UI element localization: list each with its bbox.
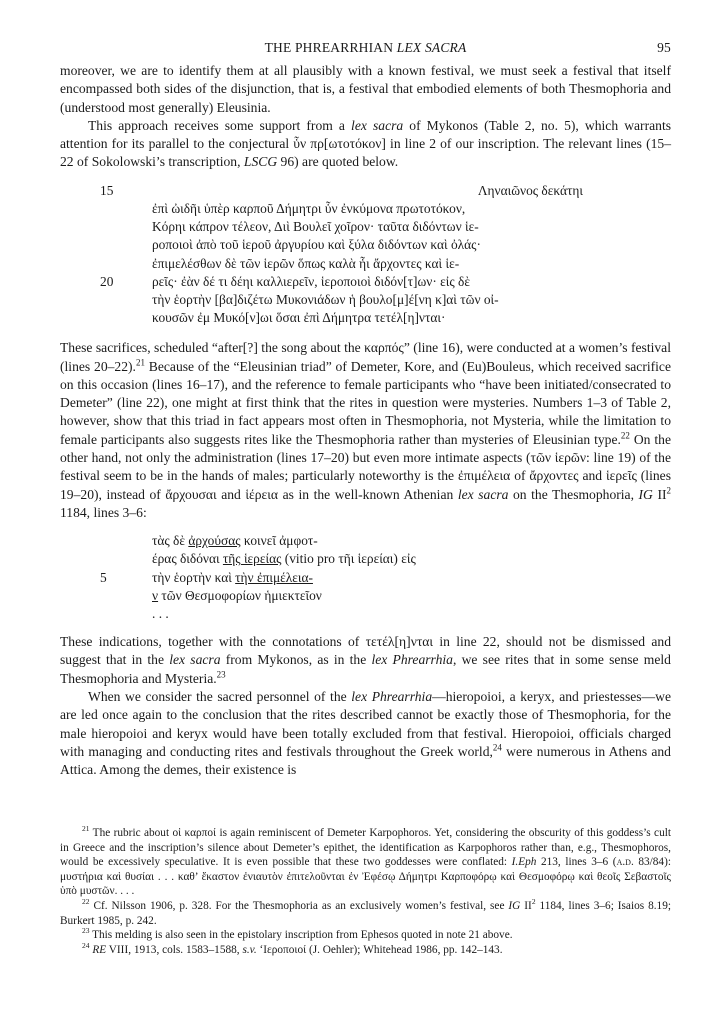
inscription-line-18: ροποιοὶ ἀπὸ τοῦ ἱεροῦ ἀργυρίου καὶ ξύλα διδόντων καὶ ὀλάς· <box>152 237 481 253</box>
footnote-23: $^{23}$ This melding is also seen in the epistolary inscription from Ephesos quoted in note 21 above. <box>82 926 513 942</box>
ig-line-3: τὰς δὲ ἀρχούσας κοινεῖ ἀμφοτ- <box>152 533 318 549</box>
paragraph-5: When we consider the sacred personnel of the lex Phrearrhia—hieropoioi, a keryx, and priestesses—we are led once again to the conclusion that the rites described cannot be exactly those of Thesmophoria, for the male hieropoioi and keryx would have been totally excluded from that festival. Hieropoioi, officials charged with managing and conducting rites and festivals throughout the Greek world,$^{24}$ were numerous in Athens and Attica. Among the demes, their existence is <box>60 689 671 778</box>
running-title: THE PHREARRHIAN LEX SACRA <box>264 40 467 55</box>
page-body <box>60 40 671 780</box>
mykonos-inscription <box>60 182 671 328</box>
ig-line-6: ν τῶν Θεσμοφορίων ἡμιεκτεῖον <box>152 587 322 603</box>
footnote-ref-21[interactable]: 21 <box>135 357 145 368</box>
paragraph-1: moreover, we are to identify them at all plausibly with a known festival, we must seek a festival that itself encompassed both sides of the disjunction, that is, a festival that embodied elements of both Thesmophoria and (understood most generally) Eleusinia. <box>60 63 671 115</box>
inscription-line-17: Κόρηι κάπρον τέλεον, Διὶ Βουλεῖ χοῖρον· ταῦτα διδόντων ἱε- <box>152 219 479 235</box>
footnote-21: $^{21}$ The rubric about οἱ καρποί is again reminiscent of Demeter Karpophoros. Yet, considering the obscurity of this goddess’s cult in Greece and the inscription’s silence about Demeter’s epithet, the identification as Karpophoros rather than, e.g., Thesmophoros, would be excessively speculative. It is even possible that these two goddesses were conflated: I.Eph 213, lines 3–6 (a.d. 83/84): μυστήρια καὶ θυσίαι . . . καθ’ ἕκαστον ἐνιαυτὸν ἐπιτελοῦνται ἐν Ἐφέσῳ Δήμητρι Καρποφόρῳ καὶ Θεσμοφόρῳ καὶ θεοῖς Σεβαστοῖς ὑπὸ μυστῶν. . . . <box>60 824 671 898</box>
inscription-line-16: ἐπὶ ὠιδῆι ὑπὲρ καρποῦ Δήμητρι ὗν ἐνκύμονα πρωτοτόκον, <box>152 200 466 216</box>
inscription-line-21: τὴν ἑορτὴν [βα]διζέτω Μυκονιάδων ἡ βουλο[μ]έ[νη κ]αὶ τῶν οἰ- <box>152 291 499 307</box>
thesmophoria-inscription <box>60 532 671 623</box>
inscription-line-15: 15 Ληναιῶνος δεκάτηι <box>100 182 583 198</box>
paragraph-3: These sacrifices, scheduled “after[?] the song about the καρπός” (line 16), were conducted at a women’s festival (lines 20–22).$^{21}$ Because of the “Eleusinian triad” of Demeter, Kore, and (Eu)Bouleus, which received sacrifice on this occasion (lines 16–17), and the reference to female participants who “have been initiated/consecrated to Demeter” (line 22), one might at first think that the rites in question were mysteries. Numbers 1–3 of Table 2, however, show that this triad in fact appears most often in Thesmophoria, not Mysteria, while the limitation to female participants also suggests rites like the Thesmophoria rather than mysteries of Eleusinian type.$^{22}$ On the other hand, not only the administration (lines 17–20) but even more intimate aspects (τῶν ἱερῶν: line 19) of the festival seem to be in the hands of males; particularly noteworthy is the ἐπιμέλεια of ἄρχοντες and ἱερεῖς (lines 19–20), instead of ἄρχουσαι and ἱέρεια as in the well-known Athenian lex sacra on the Thesmophoria, IG $II^2$ 1184, lines 3–6: <box>60 340 671 520</box>
footnote-24: $^{24}$ RE VIII, 1913, cols. 1583–1588, s.v. ‘Ιεροποιοί (J. Oehler); Whitehead 1986, pp. 142–143. <box>82 940 503 956</box>
footnote-ref-24[interactable]: 24 <box>492 742 502 753</box>
inscription-line-22: κουσῶν ἐμ Μυκό[ν]ωι ὅσαι ἐπὶ Δήμητρα τετέλ[η]νται· <box>152 310 446 326</box>
page-number: 95 <box>657 40 671 55</box>
ig-line-5: 5 τὴν ἑορτὴν καὶ τὴν ἐπιμέλεια- <box>100 569 313 585</box>
paragraph-2: This approach receives some support from a lex sacra of Mykonos (Table 2, no. 5), which warrants attention for its parallel to the conjectural ὗν πρ[ωτοτόκον] in line 2 of our inscription. The relevant lines (15–22 of Sokolowski’s transcription, LSCG 96) are quoted below. <box>60 117 672 170</box>
ig-ellipsis: . . . <box>152 606 169 621</box>
inscription-line-20: 20 ρεῖς· ἐὰν δέ τι δέηι καλλιερεῖν, ἱεροποιοὶ διδόν[τ]ων· εἰς δὲ <box>100 273 470 289</box>
footnotes <box>60 826 671 957</box>
footnote-ref-23[interactable]: 23 <box>216 669 226 680</box>
paragraph-4: These indications, together with the connotations of τετέλ[η]νται in line 22, should not be dismissed and suggest that in the lex sacra from Mykonos, as in the lex Phrearrhia, we see rites that in some sense meld Thesmophoria and Mysteria.$^{23}$ <box>60 634 671 686</box>
footnote-22: $^{22}$ Cf. Nilsson 1906, p. 328. For the Thesmophoria as an exclusively women’s festival, see IG $II^2$ 1184, lines 3–6; Isaios 8.19; Burkert 1985, p. 242. <box>60 897 671 927</box>
running-header <box>60 40 671 62</box>
footnote-ref-22[interactable]: 22 <box>620 430 630 441</box>
ig-line-4: έρας διδόναι τῆς ἱερείας (vitio pro τῆι ἱερείαι) εἰς <box>152 551 416 567</box>
inscription-line-19: ἐπιμελέσθων δὲ τῶν ἱερῶν ὅπως καλὰ ἦι ἄρχοντες καὶ ἱε- <box>152 255 460 271</box>
